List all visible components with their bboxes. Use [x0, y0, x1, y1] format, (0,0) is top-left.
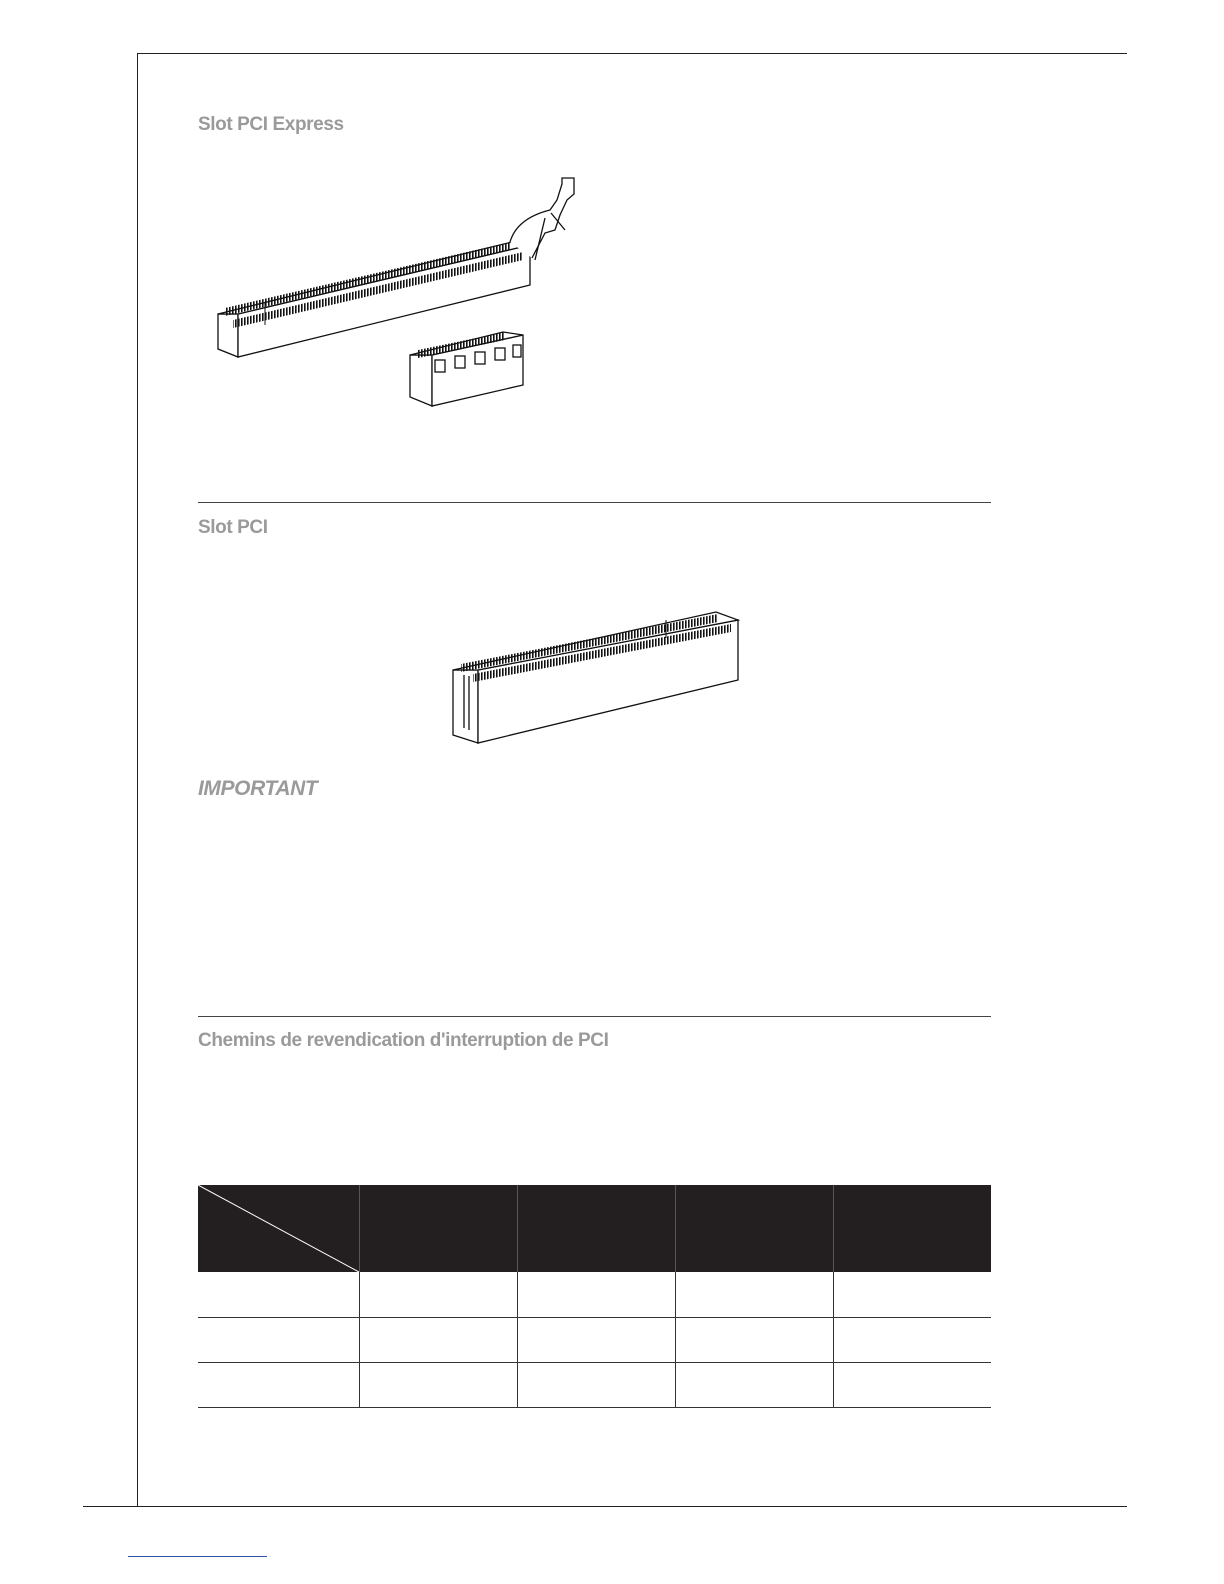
- irq-routing-table: [198, 1185, 991, 1408]
- table-cell: [360, 1272, 518, 1318]
- table-cell: [517, 1272, 675, 1318]
- table-corner-cell: [198, 1185, 360, 1272]
- table-cell: [675, 1363, 833, 1408]
- important-heading: IMPORTANT: [198, 777, 318, 800]
- pcie-slot-heading: Slot PCI Express: [198, 114, 344, 135]
- irq-routing-heading: Chemins de revendication d'interruption de PCI: [198, 1030, 609, 1051]
- section-divider: [198, 1016, 991, 1017]
- table-cell: [198, 1318, 360, 1363]
- diagonal-divider-icon: [198, 1185, 359, 1272]
- table-cell: [517, 1363, 675, 1408]
- table-cell: [198, 1363, 360, 1408]
- table-row: [198, 1272, 991, 1318]
- pcie-slots-diagram: [205, 170, 605, 415]
- table-cell: [517, 1318, 675, 1363]
- table-header-cell: [675, 1185, 833, 1272]
- table-cell: [675, 1318, 833, 1363]
- table-cell: [360, 1318, 518, 1363]
- table-cell: [833, 1318, 991, 1363]
- pci-slot-heading: Slot PCI: [198, 517, 268, 538]
- table-cell: [675, 1272, 833, 1318]
- table-header-row: [198, 1185, 991, 1272]
- pci-slot-diagram: [448, 600, 748, 750]
- table-header-cell: [833, 1185, 991, 1272]
- section-divider: [198, 502, 991, 503]
- page-frame-left: [137, 53, 138, 1507]
- table-row: [198, 1318, 991, 1363]
- page-frame-top: [137, 53, 1127, 54]
- table-cell: [198, 1272, 360, 1318]
- table-cell: [833, 1363, 991, 1408]
- table-header-cell: [517, 1185, 675, 1272]
- pci-slot-icon: [453, 612, 738, 743]
- table-cell: [360, 1363, 518, 1408]
- pcie-x16-slot-icon: [218, 178, 574, 357]
- footer-link-underline[interactable]: [128, 1556, 267, 1557]
- pcie-x1-slot-icon: [410, 332, 523, 406]
- table-cell: [833, 1272, 991, 1318]
- table-header-cell: [360, 1185, 518, 1272]
- table-row: [198, 1363, 991, 1408]
- page-frame-bottom: [83, 1506, 1127, 1507]
